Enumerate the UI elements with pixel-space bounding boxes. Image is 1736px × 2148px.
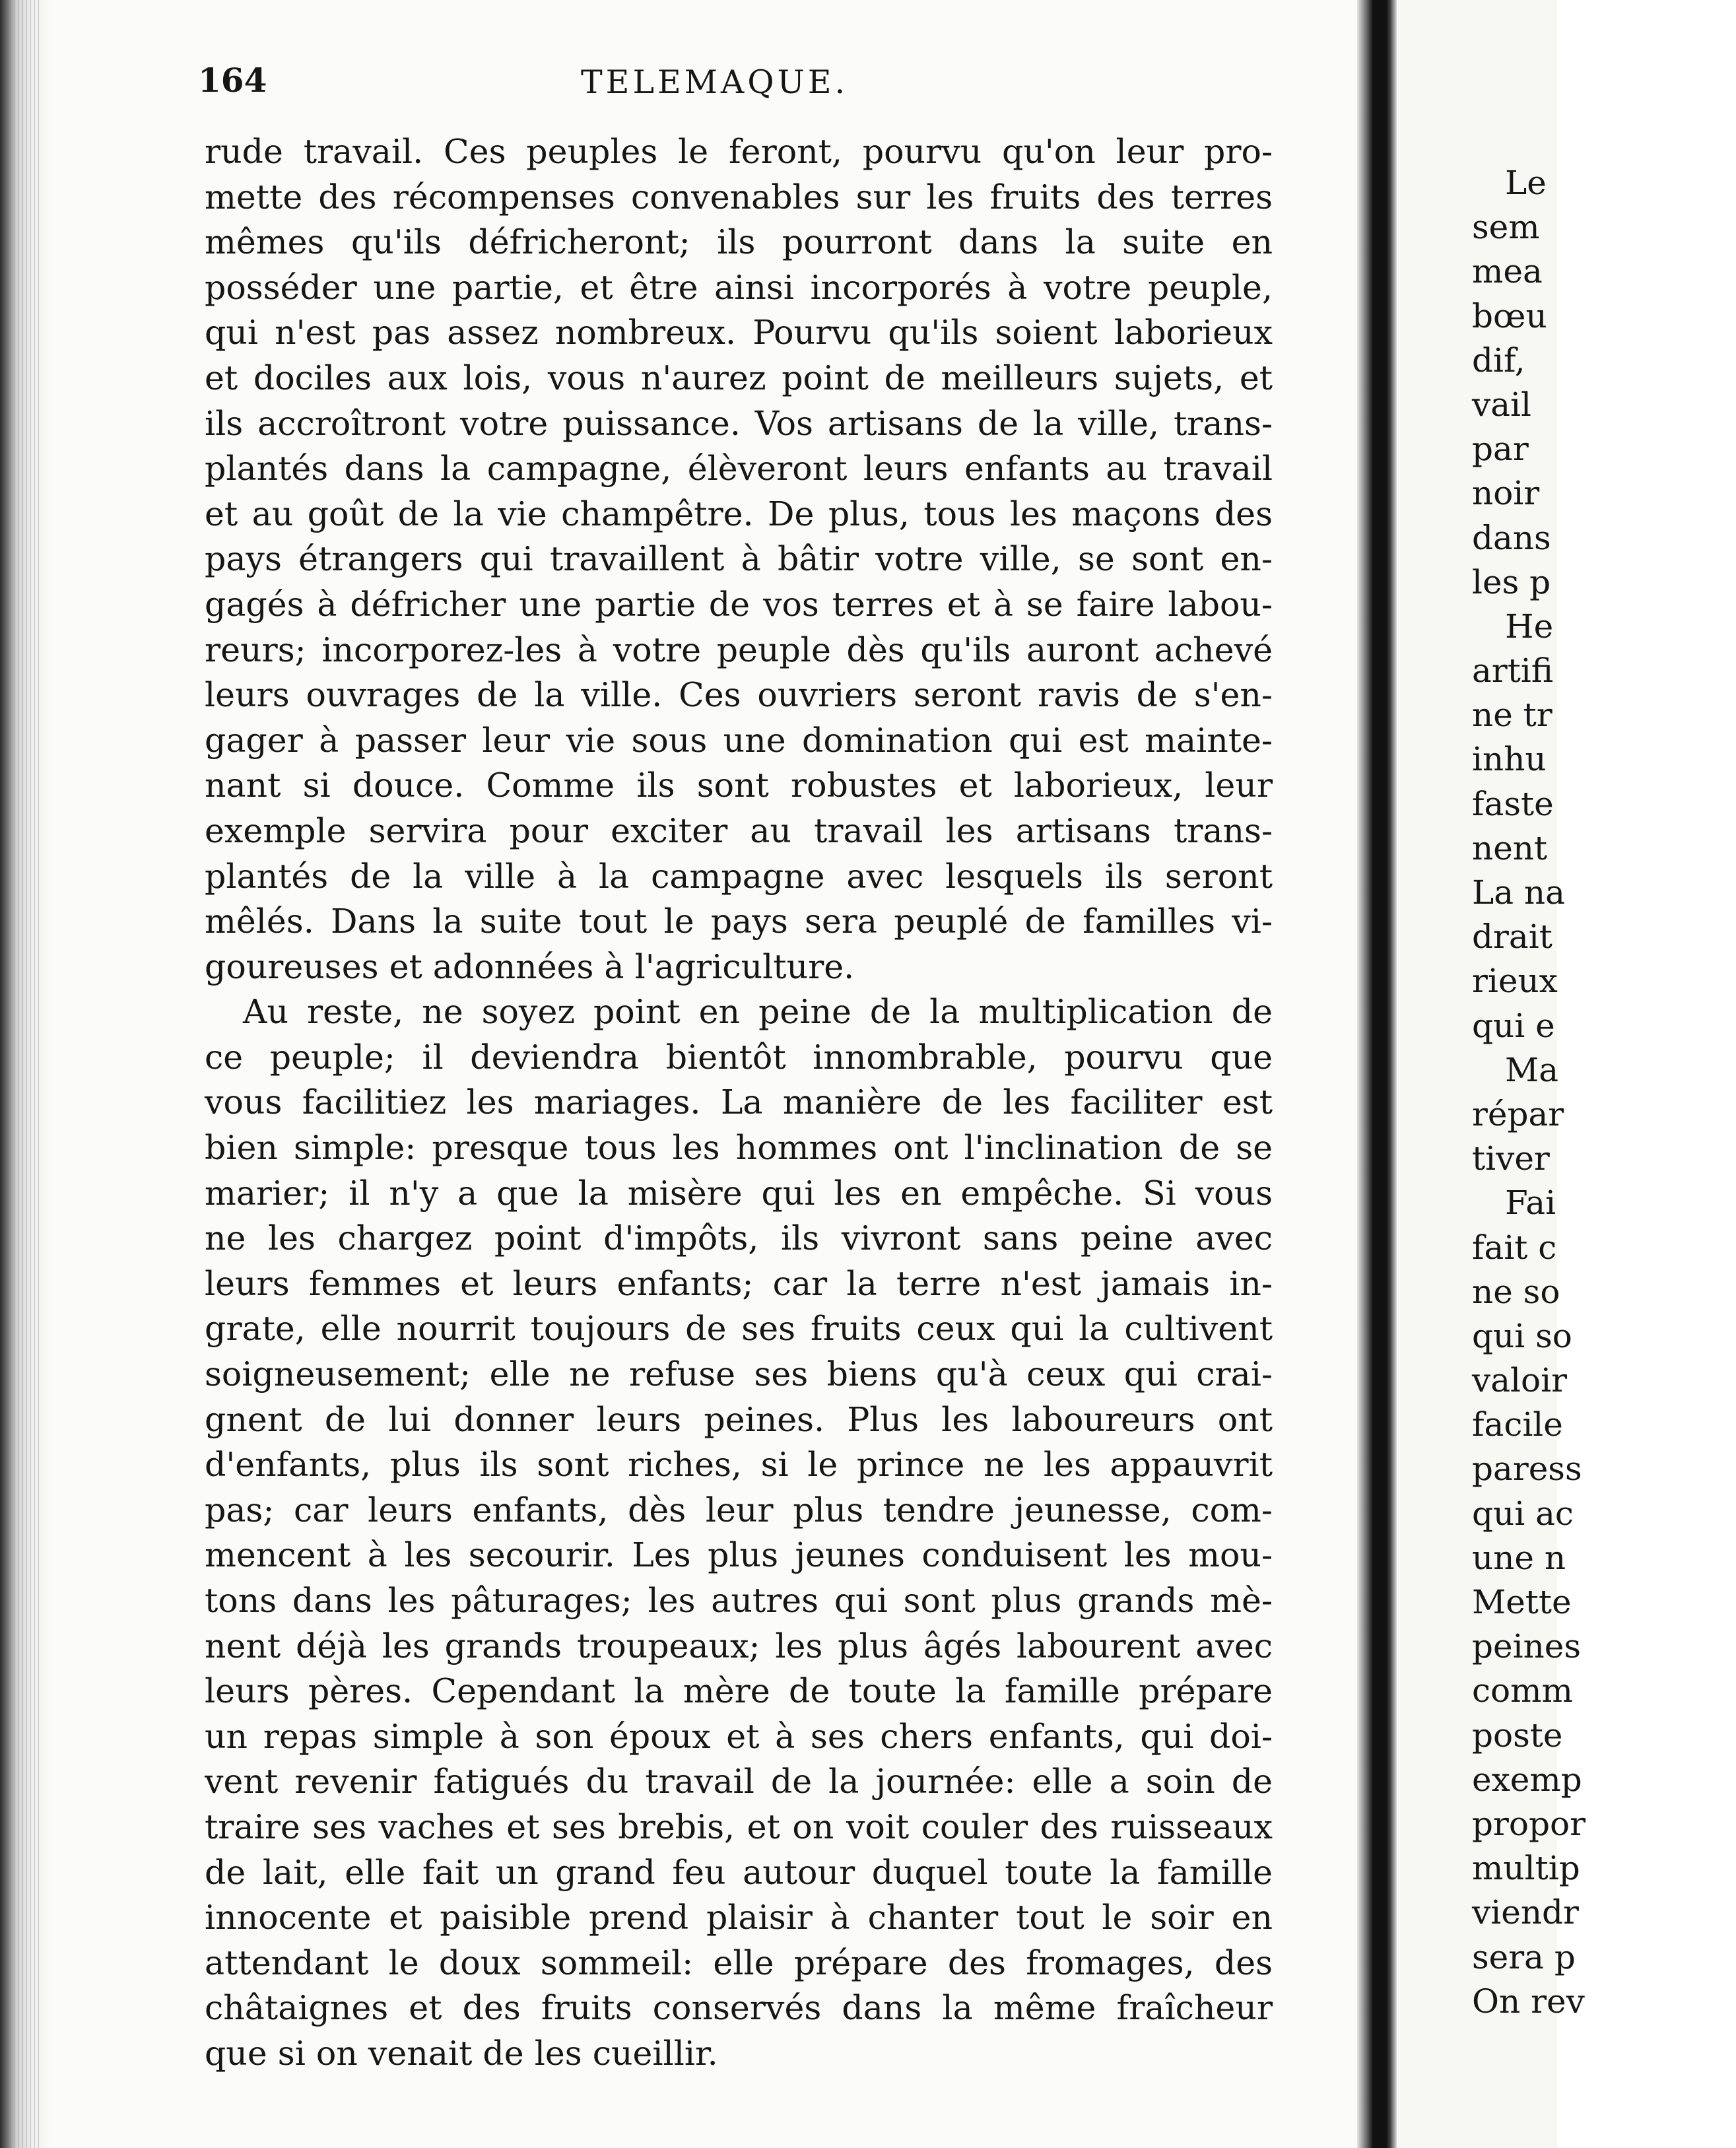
text-line: marier; il n'y a que la misère qui les en empêche. Si vous [205, 1173, 1273, 1213]
facing-line: fait c [1472, 1228, 1557, 1267]
text-line: goureuses et adonnées à l'agriculture. [205, 947, 855, 986]
facing-line: sem [1472, 208, 1540, 247]
facing-line: faste [1472, 784, 1554, 823]
facing-line: tiver [1472, 1139, 1550, 1178]
text-line: gnent de lui donner leurs peines. Plus les laboureurs ont [205, 1399, 1273, 1439]
facing-line: comm [1472, 1671, 1573, 1710]
facing-line: inhu [1472, 740, 1547, 779]
text-line: mêlés. Dans la suite tout le pays sera peuplé de familles vi- [205, 902, 1273, 941]
facing-line: rieux [1472, 962, 1558, 1001]
text-line: et dociles aux lois, vous n'aurez point de meilleurs sujets, et [205, 358, 1273, 397]
facing-line: dif, [1472, 341, 1525, 380]
text-line: ils accroîtront votre puissance. Vos artisans de la ville, trans- [205, 403, 1273, 443]
text-line: et au goût de la vie champêtre. De plus, tous les maçons des [205, 494, 1273, 533]
text-line: nent déjà les grands troupeaux; les plus âgés labourent avec [205, 1626, 1273, 1665]
facing-line: On rev [1472, 1982, 1585, 2021]
facing-line: bœu [1472, 296, 1547, 335]
text-line: gagés à défricher une partie de vos terres et à se faire labou- [205, 584, 1273, 624]
text-line: un repas simple à son époux et à ses chers enfants, qui doi- [205, 1716, 1273, 1756]
page-edges [15, 0, 41, 2148]
facing-line: Mette [1472, 1583, 1572, 1621]
text-line: attendant le doux sommeil: elle prépare des fromages, des [205, 1943, 1273, 1982]
facing-line: vail [1472, 385, 1532, 424]
facing-line: Fai [1505, 1184, 1556, 1223]
facing-line: valoir [1472, 1361, 1568, 1400]
facing-line: mea [1472, 252, 1543, 291]
text-line: ne les chargez point d'impôts, ils vivront sans peine avec [205, 1219, 1273, 1258]
facing-line: La na [1472, 873, 1565, 912]
text-line: reurs; incorporez-les à votre peuple dès qu'ils auront achevé [205, 630, 1273, 669]
facing-line: les p [1472, 562, 1551, 601]
text-line: rude travail. Ces peuples le feront, pourvu qu'on leur pro- [205, 132, 1273, 171]
facing-page-text [1472, 161, 1736, 2024]
facing-line: Le [1505, 164, 1547, 202]
facing-line: He [1505, 607, 1554, 646]
book-gutter [1357, 0, 1397, 2148]
text-line: innocente et paisible prend plaisir à chanter tout le soir en [205, 1898, 1273, 1937]
text-line: pas; car leurs enfants, dès leur plus tendre jeunesse, com- [205, 1490, 1273, 1529]
facing-line: une n [1472, 1538, 1566, 1577]
facing-line: qui ac [1472, 1494, 1574, 1533]
text-line: de lait, elle fait un grand feu autour duquel toute la famille [205, 1852, 1273, 1892]
text-line: leurs femmes et leurs enfants; car la terre n'est jamais in- [205, 1263, 1273, 1303]
text-line: grate, elle nourrit toujours de ses fruits ceux qui la cultivent [205, 1309, 1273, 1349]
text-line: pays étrangers qui travaillent à bâtir votre ville, se sont en- [205, 539, 1273, 579]
text-line: plantés de la ville à la campagne avec lesquels ils seront [205, 856, 1273, 896]
text-line: nant si douce. Comme ils sont robustes et laborieux, leur [205, 766, 1273, 805]
facing-line: paress [1472, 1450, 1582, 1489]
facing-line: ne tr [1472, 696, 1552, 735]
facing-line: viendr [1472, 1893, 1579, 1932]
facing-line: peines [1472, 1627, 1582, 1666]
text-line: que si on venait de les cueillir. [205, 2033, 718, 2073]
facing-line: sera p [1472, 1937, 1576, 1976]
text-line: soigneusement; elle ne refuse ses biens qu'à ceux qui crai- [205, 1355, 1273, 1394]
text-line: mette des récompenses convenables sur les fruits des terres [205, 177, 1273, 217]
text-line: châtaignes et des fruits conservés dans la même fraîcheur [205, 1988, 1273, 2028]
facing-line: ne so [1472, 1272, 1560, 1311]
text-line: qui n'est pas assez nombreux. Pourvu qu'ils soient laborieux [205, 313, 1273, 352]
facing-line: drait [1472, 918, 1552, 957]
facing-line: nent [1472, 828, 1548, 867]
text-line: posséder une partie, et être ainsi incorporés à votre peuple, [205, 267, 1273, 307]
paragraph-1 [205, 129, 1273, 990]
text-line: mêmes qu'ils défricheront; ils pourront dans la suite en [205, 222, 1273, 262]
main-text-column [205, 129, 1273, 2077]
text-line: mencent à les secourir. Les plus jeunes conduisent les mou- [205, 1535, 1273, 1575]
facing-line: exemp [1472, 1760, 1582, 1799]
facing-line: facile [1472, 1405, 1563, 1444]
text-line: Au reste, ne soyez point en peine de la multiplication de [243, 992, 1273, 1032]
text-line: exemple servira pour exciter au travail les artisans trans- [205, 811, 1273, 850]
page-number: 164 [198, 61, 267, 100]
facing-line: Ma [1505, 1050, 1559, 1089]
facing-line: propor [1472, 1804, 1586, 1843]
text-line: ce peuple; il deviendra bientôt innombrable, pourvu que [205, 1037, 1273, 1077]
facing-line: artifi [1472, 652, 1554, 690]
running-title: TELEMAQUE. [581, 63, 849, 101]
facing-line: poste [1472, 1716, 1563, 1755]
text-line: tons dans les pâturages; les autres qui sont plus grands mè- [205, 1581, 1273, 1620]
text-line: gager à passer leur vie sous une domination qui est mainte- [205, 720, 1273, 760]
facing-line: dans [1472, 518, 1551, 557]
text-line: d'enfants, plus ils sont riches, si le prince ne les appauvrit [205, 1445, 1273, 1485]
text-line: leurs ouvrages de la ville. Ces ouvriers seront ravis de s'en- [205, 675, 1273, 715]
facing-line: par [1472, 430, 1529, 469]
text-line: traire ses vaches et ses brebis, et on voit couler des ruisseaux [205, 1807, 1273, 1846]
text-line: leurs pères. Cependant la mère de toute la famille prépare [205, 1671, 1273, 1711]
facing-line: répar [1472, 1094, 1564, 1133]
paragraph-2 [205, 990, 1273, 2076]
facing-line: noir [1472, 474, 1540, 513]
facing-line: qui e [1472, 1006, 1555, 1045]
text-line: plantés dans la campagne, élèveront leurs enfants au travail [205, 449, 1273, 488]
facing-line: multip [1472, 1849, 1580, 1888]
text-line: vous facilitiez les mariages. La manière de les faciliter est [205, 1083, 1273, 1122]
text-line: vent revenir fatigués du travail de la journée: elle a soin de [205, 1762, 1273, 1801]
text-line: bien simple: presque tous les hommes ont l'inclination de se [205, 1128, 1273, 1168]
facing-line: qui so [1472, 1316, 1572, 1355]
